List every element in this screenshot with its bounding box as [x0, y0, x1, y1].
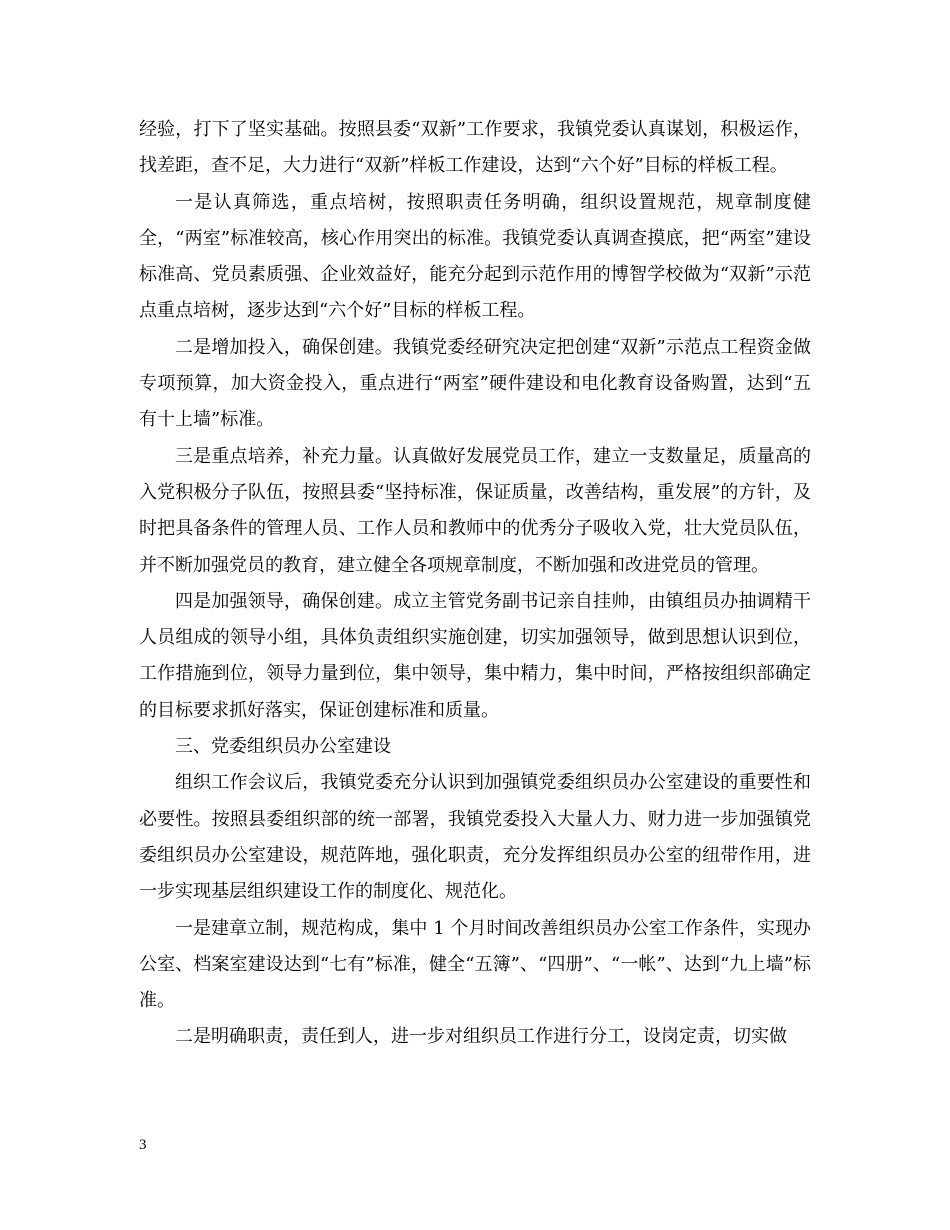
paragraph-continuation: 经验，打下了坚实基础。按照县委“双新”工作要求，我镇党委认真谋划，积极运作，找差距，查不足，大力进行“双新”样板工作建设，达到“六个好”目标的样板工程。: [139, 119, 811, 177]
paragraph-item-6: 二是明确职责，责任到人，进一步对组织员工作进行分工，设岗定责，切实做: [175, 1026, 787, 1048]
section-heading: 三、党委组织员办公室建设: [175, 736, 391, 758]
paragraph-item-2: 二是增加投入，确保创建。我镇党委经研究决定把创建“双新”示范点工程资金做专项预算，加大资金投入，重点进行“两室”硬件建设和电化教育设备购置，达到“五有十上墙”标准。: [139, 336, 811, 431]
body-text: [139, 112, 811, 1056]
paragraph-item-1: 一是认真筛选，重点培树，按照职责任务明确，组织设置规范，规章制度健全，“两室”标准较高，核心作用突出的标准。我镇党委认真调查摸底，把“两室”建设标准高、党员素质强、企业效益好，能充分起到示范作用的博智学校做为“双新”示范点重点培树，逐步达到“六个好”目标的样板工程。: [139, 191, 811, 322]
paragraph-item-5: 一是建章立制，规范构成，集中 1 个月时间改善组织员办公室工作条件，实现办公室、档案室建设达到“七有”标准，健全“五簿”、“四册”、“一帐”、达到“九上墙”标准。: [139, 917, 811, 1012]
section-intro-paragraph: 组织工作会议后，我镇党委充分认识到加强镇党委组织员办公室建设的重要性和必要性。按照县委组织部的统一部署，我镇党委投入大量人力、财力进一步加强镇党委组织员办公室建设，规范阵地，强化职责，充分发挥组织员办公室的纽带作用，进一步实现基层组织建设工作的制度化、规范化。: [139, 772, 811, 903]
paragraph-item-4: 四是加强领导，确保创建。成立主管党务副书记亲自挂帅，由镇组员办抽调精干人员组成的领导小组，具体负责组织实施创建，切实加强领导，做到思想认识到位，工作措施到位，领导力量到位，集中领导，集中精力，集中时间，严格按组织部确定的目标要求抓好落实，保证创建标准和质量。: [139, 590, 811, 721]
paragraph-item-3: 三是重点培养，补充力量。认真做好发展党员工作，建立一支数量足，质量高的入党积极分子队伍，按照县委“坚持标准，保证质量，改善结构，重发展”的方针，及时把具备条件的管理人员、工作人员和教师中的优秀分子吸收入党，壮大党员队伍，并不断加强党员的教育，建立健全各项规章制度，不断加强和改进党员的管理。: [139, 445, 811, 576]
page-number: 3: [139, 1137, 147, 1153]
